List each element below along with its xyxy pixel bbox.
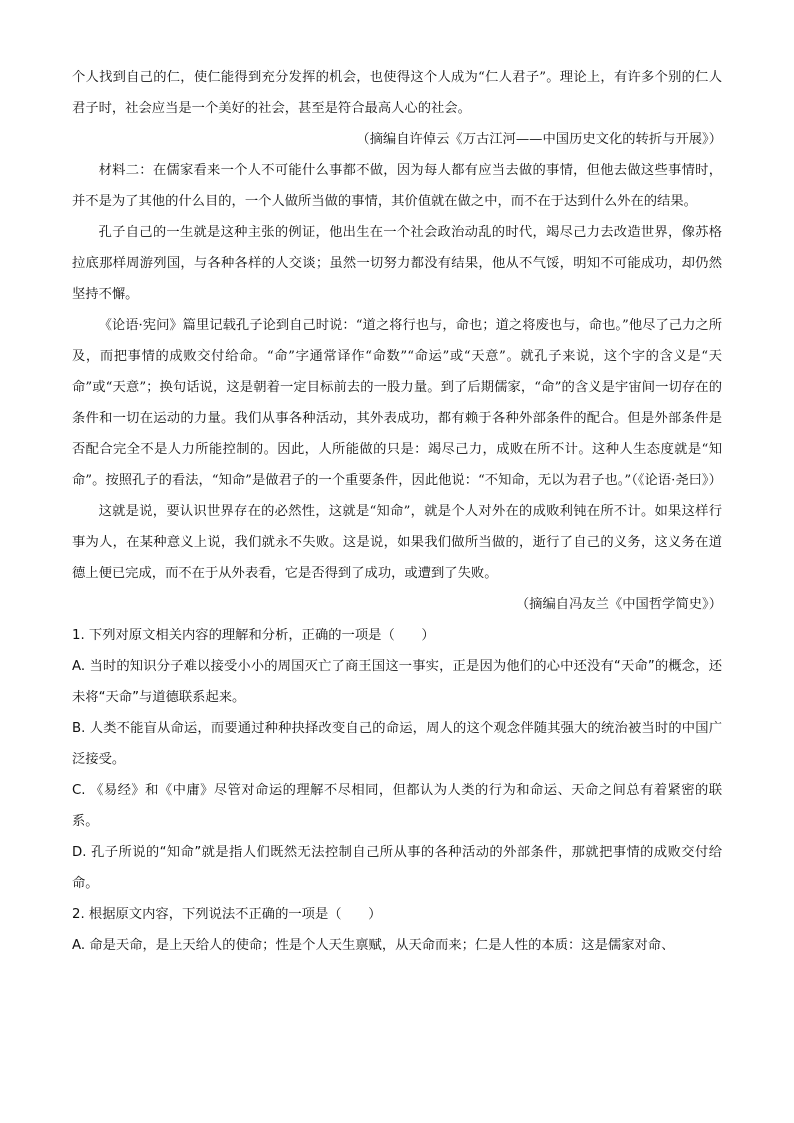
- question-1-option-c: C. 《易经》和《中庸》尽管对命运的理解不尽相同，但都认为人类的行为和命运、天命之间总有着紧密的联系。: [72, 783, 722, 829]
- question-2-stem: 2. 根据原文内容，下列说法不正确的一项是（ ）: [72, 907, 382, 922]
- paragraph-zhiming: 这就是说，要认识世界存在的必然性，这就是“知命”，就是个人对外在的成败利钝在所不计。如果这样行事为人，在某种意义上说，我们就永不失败。这是说，如果我们做所当做的，逝行了自己的义务，这义务在道德上便已完成，而不在于从外表看，它是否得到了成功，或遭到了失败。: [72, 504, 722, 581]
- paragraph-material-two: 材料二：在儒家看来一个人不可能什么事都不做，因为每人都有应当去做的事情，但他去做这些事情时，并不是为了其他的什么目的，一个人做所当做的事情，其价值就在做之中，而不在于达到什么外在的结果。: [72, 163, 722, 209]
- question-1-option-b: B. 人类不能盲从命运，而要通过种种抉择改变自己的命运，周人的这个观念伴随其强大的统治被当时的中国广泛接受。: [72, 721, 722, 767]
- paragraph-confucius-life: 孔子自己的一生就是这种主张的例证，他出生在一个社会政治动乱的时代，竭尽己力去改造世界，像苏格拉底那样周游列国，与各种各样的人交谈；虽然一切努力都没有结果，他从不气馁，明知不可能成功，却仍然坚持不懈。: [72, 225, 722, 302]
- paragraph-ren: 个人找到自己的仁，使仁能得到充分发挥的机会，也使得这个人成为“仁人君子”。理论上，有许多个别的仁人君子时，社会应当是一个美好的社会，甚至是符合最高人心的社会。: [72, 70, 722, 116]
- paragraph-lunyu-xianwen: 《论语·宪问》篇里记载孔子论到自己时说：“道之将行也与，命也；道之将废也与，命也。”他尽了己力之所及，而把事情的成败交付给命。“命”字通常译作“命数”“命运”或“天意”。就孔子来说，这个字的含义是“天命”或“天意”；换句话说，这是朝着一定目标前去的一股力量。到了后期儒家，“命”的含义是宇宙间一切存在的条件和一切在运动的力量。我们从事各种活动，其外表成功，都有赖于各种外部条件的配合。但是外部条件是否配合完全不是人力所能控制的。因此，人所能做的只是：竭尽己力，成败在所不计。这种人生态度就是“知命”。按照孔子的看法，“知命”是做君子的一个重要条件，因此他说：“不知命，无以为君子也。”（《论语·尧曰》）: [72, 318, 722, 488]
- question-1-stem: 1. 下列对原文相关内容的理解和分析，正确的一项是（ ）: [72, 628, 435, 643]
- document-page: [72, 62, 722, 961]
- question-1-option-d: D. 孔子所说的“知命”就是指人们既然无法控制自己所从事的各种活动的外部条件，那就把事情的成败交付给命。: [72, 845, 722, 891]
- source-xu-zhuoyun: （摘编自许倬云《万古江河——中国历史文化的转折与开展》）: [356, 132, 722, 147]
- source-feng-youlan: （摘编自冯友兰《中国哲学简史》）: [515, 597, 722, 612]
- question-2-option-a: A. 命是天命，是上天给人的使命；性是个人天生禀赋，从天命而来；仁是人性的本质：这是儒家对命、: [72, 938, 675, 953]
- question-1-option-a: A. 当时的知识分子难以接受小小的周国灭亡了商王国这一事实，正是因为他们的心中还没有“天命”的概念，还未将“天命”与道德联系起来。: [72, 659, 722, 705]
